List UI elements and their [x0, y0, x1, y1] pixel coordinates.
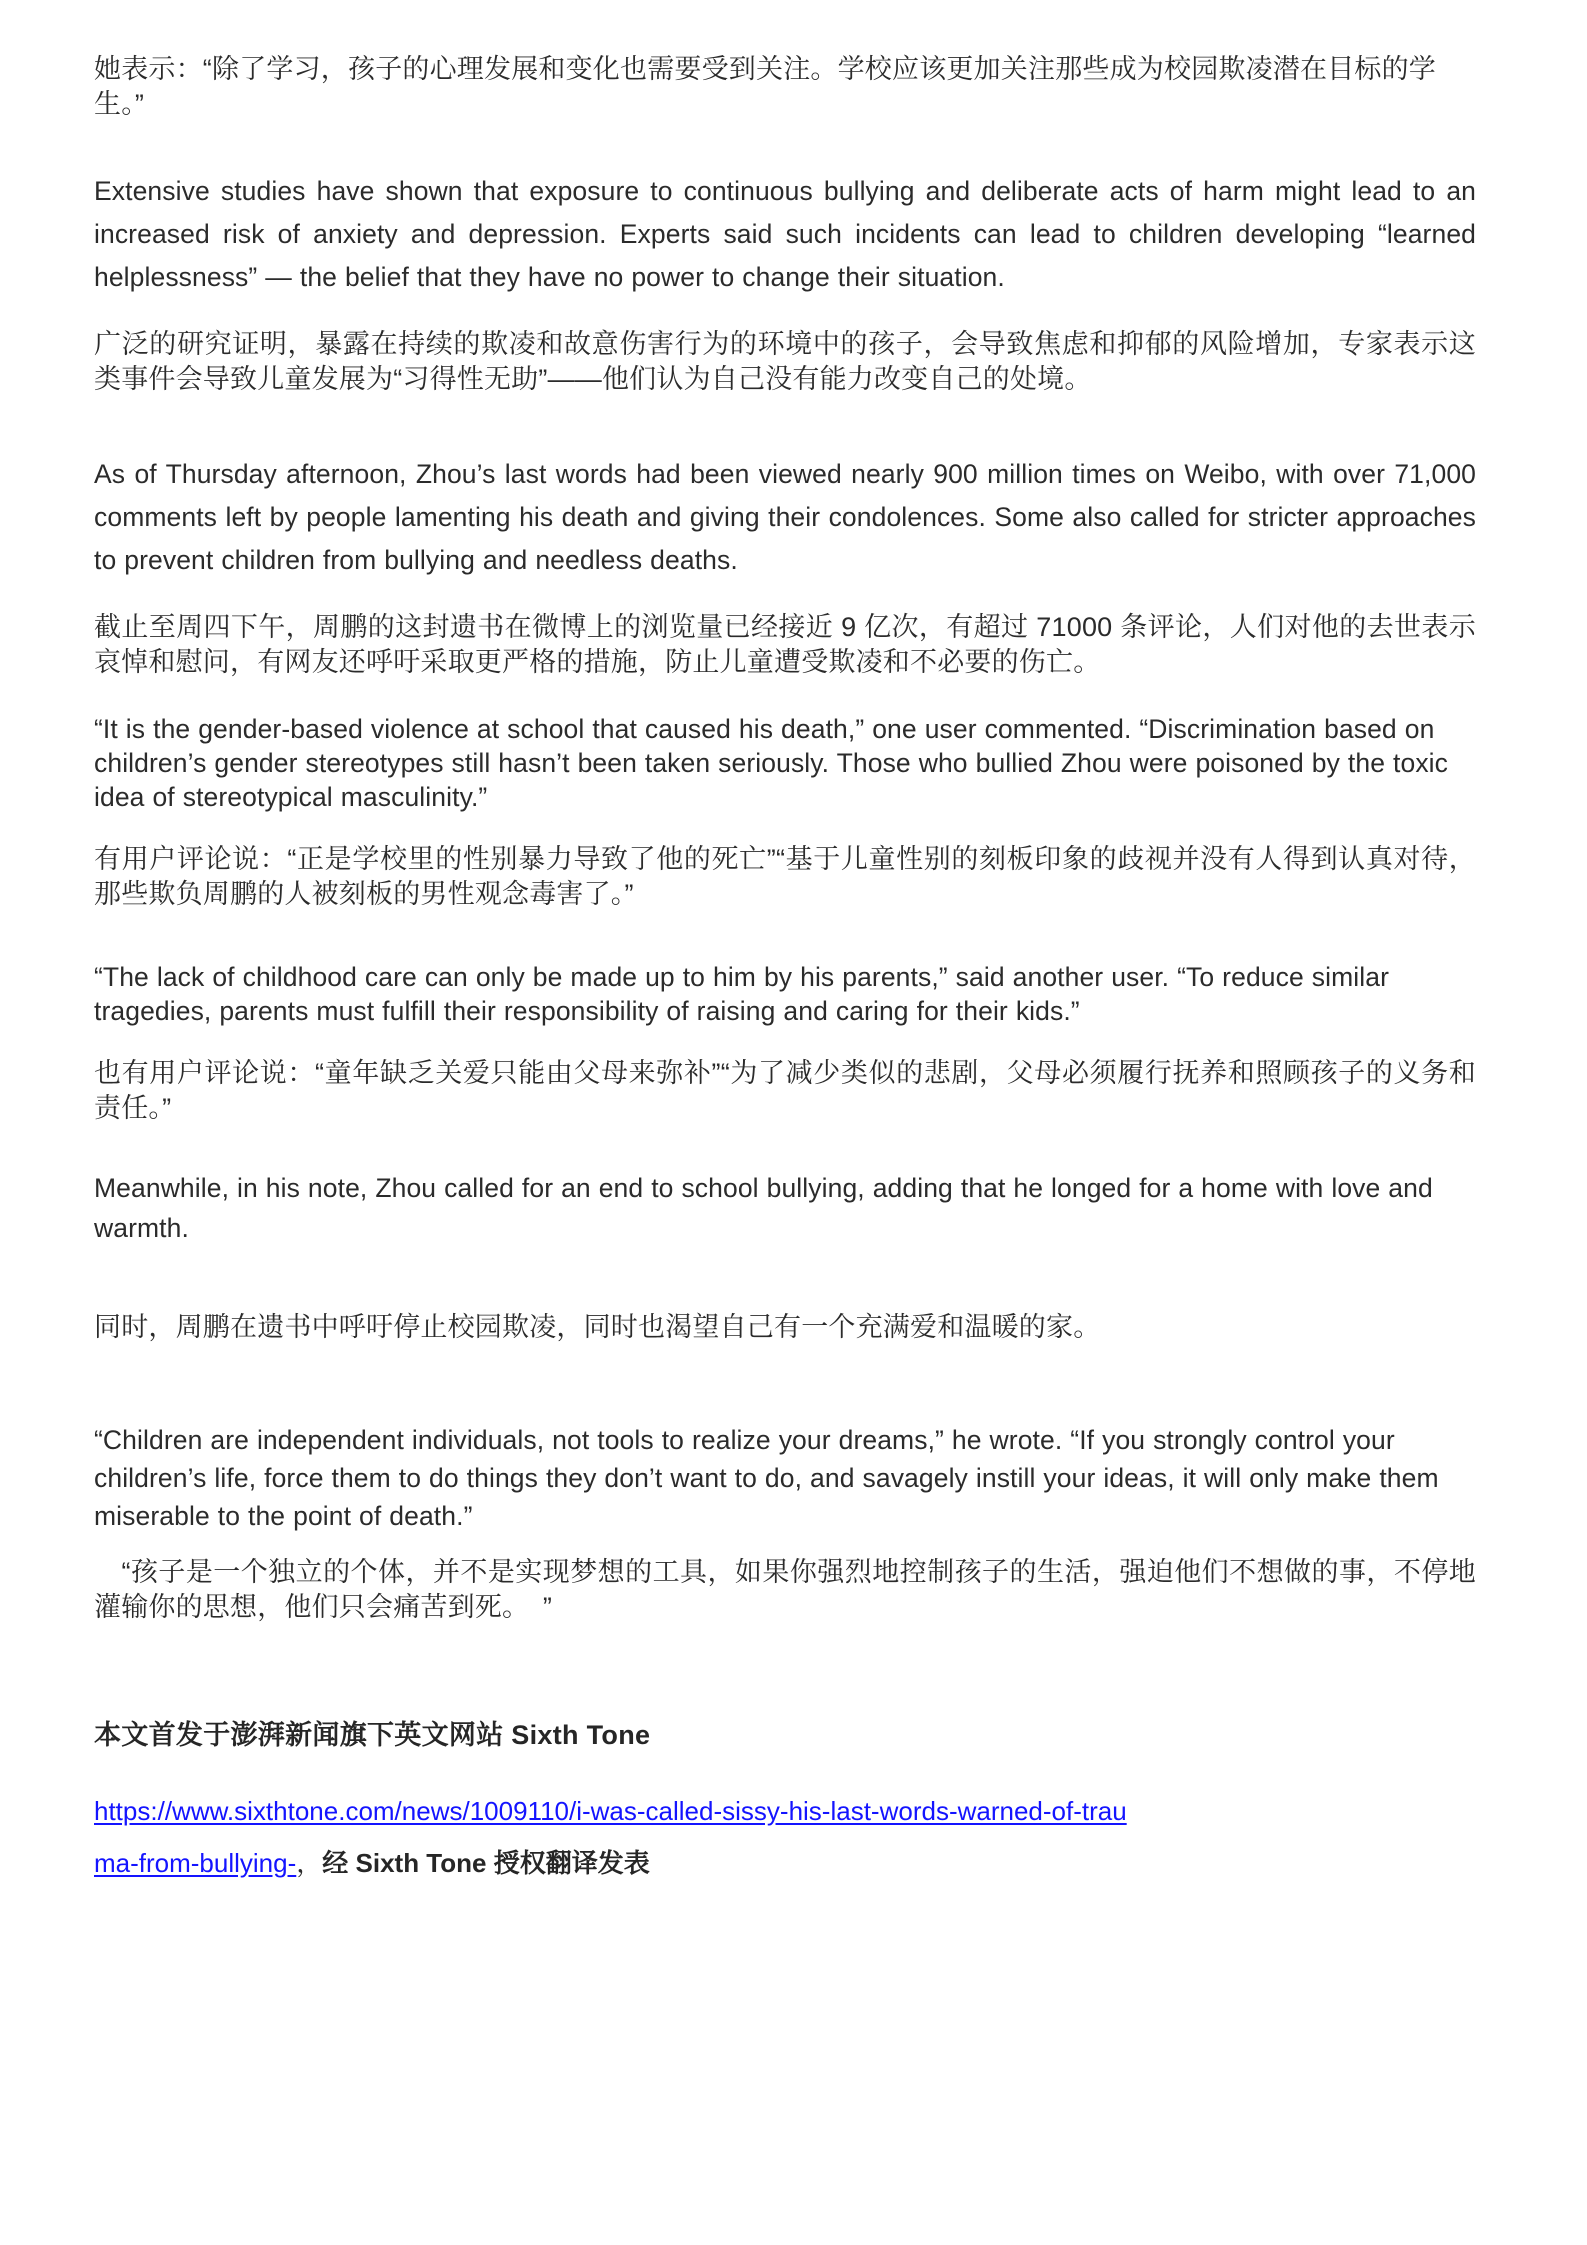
spacer: [94, 397, 1476, 453]
paragraph-en-gender: “It is the gender-based violence at school that caused his death,” one user commented. “Discrimination based on children’s gender stereotypes still hasn’t been taken seriously. Those who bullied Zhou were poisoned by the toxic idea of stereotypical masculinity.”: [94, 714, 1449, 812]
spacer: [94, 1535, 1476, 1555]
source-link-block: [94, 1785, 1476, 1889]
source-article-link-part2[interactable]: ma-from-bullying-: [94, 1848, 297, 1878]
spacer: [94, 1753, 1476, 1785]
paragraph-zh-children: “孩子是一个独立的个体，并不是实现梦想的工具，如果你强烈地控制孩子的生活，强迫他们不想做的事，不停地灌输你的思想，他们只会痛苦到死。 ”: [94, 1557, 1476, 1622]
spacer: [94, 1625, 1476, 1717]
paragraph-en-meanwhile: Meanwhile, in his note, Zhou called for an end to school bullying, adding that he longed for a home with love and warmth.: [94, 1173, 1433, 1243]
source-attribution-heading: 本文首发于澎湃新闻旗下英文网站 Sixth Tone: [94, 1720, 651, 1750]
spacer: [94, 814, 1476, 842]
paragraph-zh-weibo: 截止至周四下午，周鹏的这封遗书在微博上的浏览量已经接近 9 亿次，有超过 71000 条评论，人们对他的去世表示哀悼和慰问，有网友还呼吁采取更严格的措施，防止儿童遭受欺凌和不必要的伤亡。: [94, 612, 1476, 677]
credit-separator: ，: [296, 1848, 323, 1878]
paragraph-en-children: “Children are independent individuals, not tools to realize your dreams,” he wrote. “If you strongly control your children’s life, force them to do things they don’t want to do, and savagely instill your ideas, it will only make them miserable to the point of death.”: [94, 1425, 1439, 1531]
spacer: [94, 1126, 1476, 1168]
paragraph-zh-studies: 广泛的研究证明，暴露在持续的欺凌和故意伤害行为的环境中的孩子，会导致焦虑和抑郁的风险增加，专家表示这类事件会导致儿童发展为“习得性无助”——他们认为自己没有能力改变自己的处境。: [94, 329, 1476, 394]
paragraph-en-care: “The lack of childhood care can only be made up to him by his parents,” said another user. “To reduce similar tragedies, parents must fulfill their responsibility of raising and caring for their kids.”: [94, 962, 1390, 1026]
paragraph-zh-gender: 有用户评论说：“正是学校里的性别暴力导致了他的死亡”“基于儿童性别的刻板印象的歧视并没有人得到认真对待，那些欺负周鹏的人被刻板的男性观念毒害了。”: [94, 844, 1476, 909]
credit-text: 经 Sixth Tone 授权翻译发表: [322, 1848, 650, 1878]
paragraph-en-weibo: As of Thursday afternoon, Zhou’s last words had been viewed nearly 900 million times on Weibo, with over 71,000 comments left by people lamenting his death and giving their condolences. Some also called for stricter approaches to prevent children from bullying and needless deaths.: [94, 459, 1476, 575]
paragraph-en-studies: Extensive studies have shown that exposure to continuous bullying and deliberate acts of harm might lead to an increased risk of anxiety and depression. Experts said such incidents can lead to children developing “learned helplessness” — the belief that they have no power to change their situation.: [94, 176, 1476, 292]
spacer: [94, 1028, 1476, 1056]
document-body: [94, 52, 1476, 1889]
spacer: [94, 1345, 1476, 1421]
spacer: [94, 122, 1476, 170]
paragraph-zh-attention: 她表示：“除了学习，孩子的心理发展和变化也需要受到关注。学校应该更加关注那些成为校园欺凌潜在目标的学生。”: [94, 54, 1436, 119]
spacer: [94, 299, 1476, 327]
source-article-link-part1[interactable]: https://www.sixthtone.com/news/1009110/i-was-called-sissy-his-last-words-warned-of-trau: [94, 1796, 1127, 1826]
paragraph-zh-meanwhile: 同时，周鹏在遗书中呼吁停止校园欺凌，同时也渴望自己有一个充满爱和温暖的家。: [94, 1312, 1101, 1342]
spacer: [94, 582, 1476, 610]
spacer: [94, 912, 1476, 960]
spacer: [94, 680, 1476, 712]
spacer: [94, 1248, 1476, 1310]
paragraph-zh-care: 也有用户评论说：“童年缺乏关爱只能由父母来弥补”“为了减少类似的悲剧，父母必须履行抚养和照顾孩子的义务和责任。”: [94, 1058, 1476, 1123]
